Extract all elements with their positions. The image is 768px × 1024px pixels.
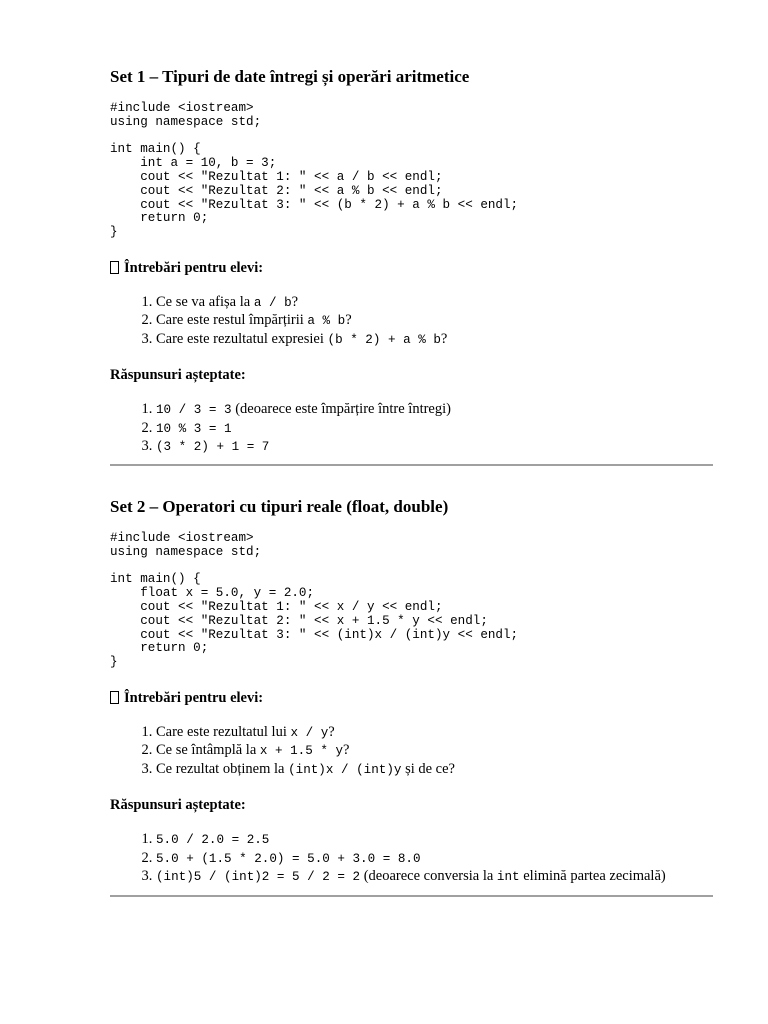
set2-answers-label xyxy=(110,795,713,815)
list-item xyxy=(156,724,713,743)
set1-questions-label-text: Întrebări pentru elevi: xyxy=(124,259,264,276)
set1-answers-label xyxy=(110,365,713,385)
question-text: Care este rezultatul lui xyxy=(156,723,291,740)
set1-title: Set 1 – Tipuri de date întregi și operări aritmetice xyxy=(110,67,470,86)
list-item xyxy=(156,742,713,761)
set2-answers-list xyxy=(110,831,713,887)
question-text: ? xyxy=(345,312,352,329)
inline-code: 10 % 3 = 1 xyxy=(156,421,232,436)
question-text: ? xyxy=(328,723,335,740)
set2-answers-label-text: Răspunsuri așteptate: xyxy=(110,797,246,814)
inline-code: 5.0 + (1.5 * 2.0) = 5.0 + 3.0 = 8.0 xyxy=(156,851,421,866)
set2-questions-label-text: Întrebări pentru elevi: xyxy=(124,689,264,706)
list-item xyxy=(156,401,713,420)
set1-section xyxy=(110,66,713,473)
inline-code: (int)x / (int)y xyxy=(288,762,402,777)
set1-answers-list xyxy=(110,401,713,457)
question-text: Care este rezultatul expresiei xyxy=(156,330,328,347)
list-item xyxy=(156,420,713,439)
answer-text: (deoarece este împărțire între întregi) xyxy=(231,401,451,418)
list-item xyxy=(156,438,713,457)
set2-section xyxy=(110,496,713,903)
list-item xyxy=(156,850,713,869)
set1-answers-label-text: Răspunsuri așteptate: xyxy=(110,367,246,384)
set2-questions-list xyxy=(110,724,713,780)
section-divider xyxy=(110,895,713,897)
set1-questions-list xyxy=(110,294,713,350)
inline-code: int xyxy=(496,870,520,885)
inline-code: x + 1.5 * y xyxy=(259,744,344,759)
inline-code: a / b xyxy=(253,295,292,310)
list-item xyxy=(156,312,713,331)
list-item xyxy=(156,331,713,350)
section-divider xyxy=(110,464,713,466)
set2-questions-label xyxy=(110,688,713,708)
question-text: ? xyxy=(343,742,350,759)
question-text: ? xyxy=(440,330,448,347)
answer-text: (deoarece conversia la xyxy=(360,868,497,885)
inline-code: (3 * 2) + 1 = 7 xyxy=(156,440,270,455)
set1-code-block: #include <iostream> using namespace std; int main() { int a = 10, b = 3; cout << "Rezultat 1: " << a / b << endl; cout << "Rezultat 2: " << a % b << endl; cout << "Rezultat 3: " << (b * 2) + a % b << endl; return 0; } xyxy=(110,101,519,240)
set2-title: Set 2 – Operatori cu tipuri reale (float, double) xyxy=(110,497,449,516)
question-text: și de ce? xyxy=(401,760,455,777)
set1-questions-label xyxy=(110,258,713,278)
question-text: ? xyxy=(291,293,299,310)
missing-glyph-icon xyxy=(110,691,119,704)
inline-code: (int)5 / (int)2 = 5 / 2 = 2 xyxy=(156,870,361,885)
inline-code: (b * 2) + a % b xyxy=(327,332,441,347)
missing-glyph-icon xyxy=(110,261,119,274)
inline-code: a % b xyxy=(307,314,346,329)
inline-code: x / y xyxy=(290,725,329,740)
inline-code: 10 / 3 = 3 xyxy=(156,403,232,418)
list-item xyxy=(156,294,713,313)
list-item xyxy=(156,761,713,780)
set2-code-block: #include <iostream> using namespace std; int main() { float x = 5.0, y = 2.0; cout << "Rezultat 1: " << x / y << endl; cout << "Rezultat 2: " << x + 1.5 * y << endl; cout << "Rezultat 3: " << (int)x / (int)y << endl; return 0; } xyxy=(110,531,519,670)
list-item xyxy=(156,868,713,887)
list-item xyxy=(156,831,713,850)
inline-code: 5.0 / 2.0 = 2.5 xyxy=(156,833,270,848)
question-text: Care este restul împărțirii xyxy=(156,312,308,329)
answer-text: elimină partea zecimală) xyxy=(519,868,666,885)
question-text: Ce se întâmplă la xyxy=(156,742,260,759)
question-text: Ce rezultat obținem la xyxy=(156,760,289,777)
question-text: Ce se va afișa la xyxy=(156,293,254,310)
